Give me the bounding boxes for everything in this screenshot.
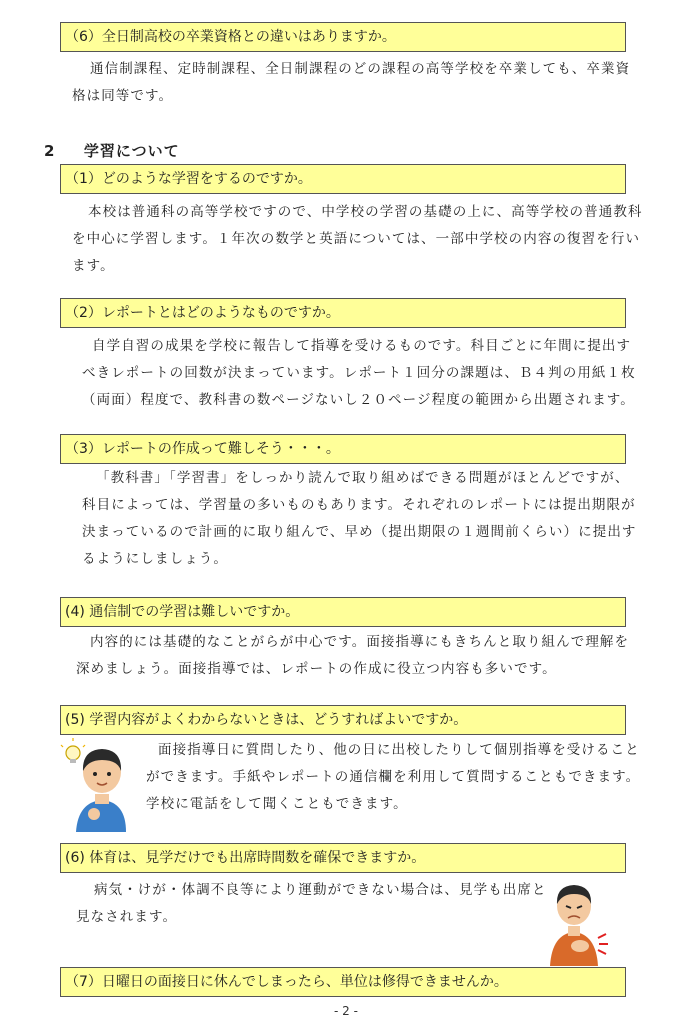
answer-line: ます。 (72, 258, 115, 274)
answer-line: （両面）程度で、教科書の数ページないし２０ページ程度の範囲から出題されます。 (82, 392, 635, 408)
question-text: （2）レポートとはどのようなものですか。 (65, 305, 340, 321)
question-box (60, 22, 626, 52)
section-title: 学習について (83, 142, 180, 160)
answer-line: 病気・けが・体調不良等により運動ができない場合は、見学も出席と (94, 882, 547, 898)
answer-line: 面接指導日に質問したり、他の日に出校したりして個別指導を受けること (158, 742, 640, 758)
answer-line: 内容的には基礎的なことがらが中心です。面接指導にもきちんと取り組んで理解を (90, 634, 630, 650)
answer-line: 格は同等です。 (72, 88, 174, 104)
answer-line: 「教科書」「学習書」をしっかり読んで取り組めばできる問題がほとんどですが、 (96, 470, 630, 486)
page-number: - 2 - (334, 1004, 358, 1018)
answer-line: 自学自習の成果を学校に報告して指導を受けるものです。科目ごとに年間に提出す (92, 338, 632, 354)
question-text: （6）全日制高校の卒業資格との違いはありますか。 (65, 29, 396, 45)
student-with-sore-arm-icon (540, 878, 610, 966)
student-with-lightbulb-icon (60, 738, 130, 832)
question-box (60, 843, 626, 873)
answer-paragraph (82, 333, 636, 414)
section-heading (44, 140, 180, 161)
answer-line: を中心に学習します。１年次の数学と英語については、一部中学校の内容の復習を行い (72, 231, 641, 247)
answer-paragraph (82, 465, 637, 573)
question-text: (6) 体育は、見学だけでも出席時間数を確保できますか。 (65, 850, 426, 866)
answer-paragraph (72, 56, 630, 110)
question-box (60, 597, 626, 627)
question-box (60, 434, 626, 464)
answer-paragraph (72, 199, 643, 280)
question-text: (4) 通信制での学習は難しいですか。 (65, 604, 300, 620)
answer-line: 学校に電話をして聞くこともできます。 (146, 796, 408, 812)
answer-line: 本校は普通科の高等学校ですので、中学校の学習の基礎の上に、高等学校の普通教科 (88, 204, 643, 220)
answer-line: 深めましょう。面接指導では、レポートの作成に役立つ内容も多いです。 (76, 661, 557, 677)
question-box (60, 705, 626, 735)
question-text: （3）レポートの作成って難しそう・・・。 (65, 441, 340, 457)
question-box (60, 164, 626, 194)
answer-line: 科目によっては、学習量の多いものもあります。それぞれのレポートには提出期限が (82, 497, 636, 513)
answer-line: 見なされます。 (76, 909, 178, 925)
question-box (60, 298, 626, 328)
answer-line: 決まっているので計画的に取り組んで、早め（提出期限の１週間前くらい）に提出す (82, 524, 637, 540)
answer-line: ができます。手紙やレポートの通信欄を利用して質問することもできます。 (146, 769, 641, 785)
answer-paragraph (76, 877, 547, 931)
answer-line: 通信制課程、定時制課程、全日制課程のどの課程の高等学校を卒業しても、卒業資 (90, 61, 631, 77)
question-box (60, 967, 626, 997)
section-number: 2 (44, 142, 56, 160)
answer-line: るようにしましょう。 (82, 551, 228, 567)
question-text: （7）日曜日の面接日に休んでしまったら、単位は修得できませんか。 (65, 974, 508, 990)
answer-paragraph (146, 737, 640, 818)
question-text: (5) 学習内容がよくわからないときは、どうすればよいですか。 (65, 712, 468, 728)
answer-paragraph (76, 629, 629, 683)
question-text: （1）どのような学習をするのですか。 (65, 171, 312, 187)
answer-line: べきレポートの回数が決まっています。レポート１回分の課題は、Ｂ４判の用紙１枚 (82, 365, 636, 381)
